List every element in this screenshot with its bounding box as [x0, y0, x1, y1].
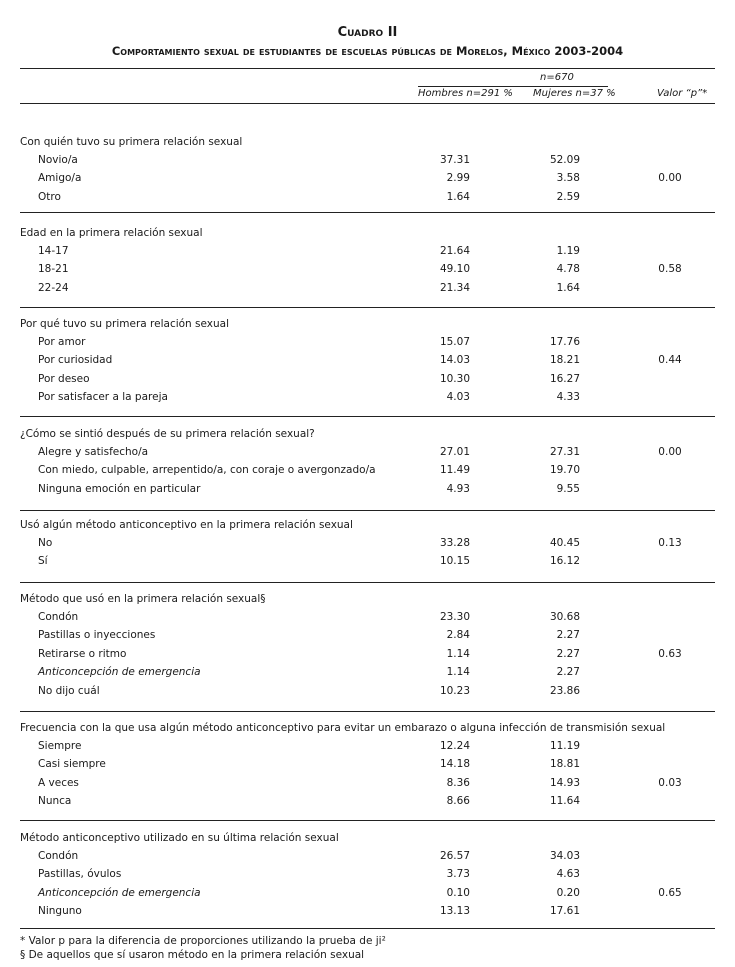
row-label: Anticoncepción de emergencia: [38, 886, 201, 899]
value-hombres: 21.34: [439, 281, 470, 294]
value-hombres: 27.01: [439, 446, 470, 458]
value-hombres: 2.84: [446, 629, 470, 642]
row-label: Sí: [38, 555, 48, 568]
value-mujeres: 16.12: [549, 555, 580, 568]
p-value: 0.58: [658, 263, 682, 276]
value-hombres: 1.64: [446, 190, 470, 203]
p-value: 0.65: [658, 886, 682, 899]
value-mujeres: 2.27: [556, 629, 580, 642]
value-hombres: 3.73: [446, 868, 470, 881]
value-mujeres: 2.27: [556, 647, 580, 660]
value-mujeres: 2.59: [556, 190, 580, 203]
table-title: Cuadro II: [337, 25, 398, 40]
value-hombres: 4.93: [446, 482, 470, 495]
header-n-total: n=670: [540, 72, 574, 83]
top-rule: [20, 68, 715, 69]
value-mujeres: 19.70: [549, 464, 580, 477]
row-label: No: [38, 537, 53, 549]
row-label: Anticoncepción de emergencia: [38, 666, 201, 679]
p-value: 0.00: [658, 446, 682, 458]
row-label: Otro: [38, 190, 61, 203]
value-mujeres: 14.93: [549, 776, 580, 789]
value-hombres: 15.07: [439, 336, 470, 348]
section-divider: [20, 582, 715, 583]
row-label: Casi siempre: [38, 758, 106, 771]
value-mujeres: 17.61: [549, 905, 580, 918]
section-title: Método anticonceptivo utilizado en su última relación sexual: [20, 832, 339, 844]
value-hombres: 8.36: [446, 776, 470, 789]
footnote-1: * Valor p para la diferencia de proporciones utilizando la prueba de ji²: [20, 935, 386, 947]
value-mujeres: 4.33: [556, 391, 580, 404]
row-label: A veces: [38, 776, 79, 789]
row-label: Condón: [38, 611, 79, 623]
row-label: 22-24: [38, 281, 69, 294]
row-label: Ninguna emoción en particular: [38, 482, 201, 495]
value-mujeres: 11.64: [549, 795, 580, 808]
value-hombres: 23.30: [439, 611, 470, 623]
value-mujeres: 3.58: [556, 172, 580, 185]
row-label: 18-21: [38, 263, 69, 276]
row-label: Por deseo: [38, 372, 90, 385]
row-label: 14-17: [38, 245, 69, 257]
value-mujeres: 0.20: [556, 886, 580, 899]
header-p-value: Valor “p”*: [657, 88, 708, 99]
section-title: Con quién tuvo su primera relación sexual: [20, 136, 243, 148]
row-label: Siempre: [38, 740, 82, 752]
row-label: Con miedo, culpable, arrepentido/a, con coraje o avergonzado/a: [38, 464, 376, 477]
value-hombres: 1.14: [446, 666, 470, 679]
section-divider: [20, 212, 715, 213]
value-hombres: 1.14: [446, 647, 470, 660]
section-title: Por qué tuvo su primera relación sexual: [20, 318, 230, 330]
value-hombres: 2.99: [446, 172, 470, 185]
header-bottom-rule: [20, 103, 715, 104]
header-span-rule: [418, 86, 608, 87]
row-label: Pastillas o inyecciones: [38, 629, 156, 642]
value-hombres: 33.28: [439, 537, 470, 549]
section-title: Usó algún método anticonceptivo en la primera relación sexual: [20, 519, 353, 531]
value-hombres: 10.30: [439, 372, 470, 385]
row-label: Nunca: [38, 795, 72, 808]
value-hombres: 4.03: [446, 391, 470, 404]
section-divider: [20, 711, 715, 712]
section-divider: [20, 307, 715, 308]
p-value: 0.00: [658, 172, 682, 185]
value-mujeres: 23.86: [549, 684, 580, 697]
row-label: Ninguno: [38, 905, 82, 918]
value-mujeres: 18.81: [549, 758, 580, 771]
row-label: Alegre y satisfecho/a: [38, 446, 149, 458]
row-label: Novio/a: [38, 154, 78, 166]
value-hombres: 49.10: [439, 263, 470, 276]
value-hombres: 21.64: [439, 245, 470, 257]
table-subtitle: Comportamiento sexual de estudiantes de escuelas públicas de Morelos, México 2003-2004: [111, 44, 624, 58]
value-mujeres: 40.45: [549, 537, 580, 549]
row-label: Amigo/a: [38, 172, 82, 185]
value-hombres: 8.66: [446, 795, 470, 808]
value-mujeres: 11.19: [549, 740, 580, 752]
value-mujeres: 27.31: [549, 446, 580, 458]
value-hombres: 12.24: [439, 740, 470, 752]
row-label: Por curiosidad: [38, 354, 113, 367]
value-mujeres: 30.68: [549, 611, 580, 623]
value-hombres: 14.18: [439, 758, 470, 771]
value-mujeres: 16.27: [549, 372, 580, 385]
value-mujeres: 9.55: [556, 482, 580, 495]
section-divider: [20, 820, 715, 821]
value-mujeres: 4.63: [556, 868, 580, 881]
p-value: 0.03: [658, 776, 682, 789]
value-hombres: 37.31: [439, 154, 470, 166]
row-label: Retirarse o ritmo: [38, 647, 127, 660]
value-hombres: 11.49: [439, 464, 470, 477]
row-label: Por amor: [38, 336, 86, 348]
value-hombres: 10.15: [439, 555, 470, 568]
value-hombres: 26.57: [439, 850, 470, 862]
footnote-2: § De aquellos que sí usaron método en la primera relación sexual: [20, 949, 365, 961]
row-label: Pastillas, óvulos: [38, 868, 122, 881]
row-label: Condón: [38, 850, 79, 862]
value-hombres: 0.10: [446, 886, 470, 899]
value-hombres: 14.03: [439, 354, 470, 367]
header-mujeres: Mujeres n=37 %: [533, 88, 616, 99]
bottom-rule: [20, 928, 715, 929]
value-hombres: 10.23: [439, 684, 470, 697]
p-value: 0.13: [658, 537, 682, 549]
value-mujeres: 17.76: [549, 336, 580, 348]
section-title: Frecuencia con la que usa algún método anticonceptivo para evitar un embarazo o alguna infección de transmisión sexual: [20, 722, 666, 734]
value-mujeres: 1.64: [556, 281, 580, 294]
value-mujeres: 52.09: [549, 154, 580, 166]
value-mujeres: 18.21: [549, 354, 580, 367]
row-label: Por satisfacer a la pareja: [38, 391, 168, 404]
header-hombres: Hombres n=291 %: [418, 88, 513, 99]
value-mujeres: 2.27: [556, 666, 580, 679]
section-title: Edad en la primera relación sexual: [20, 227, 203, 239]
value-mujeres: 4.78: [556, 263, 580, 276]
p-value: 0.44: [658, 354, 682, 367]
section-divider: [20, 510, 715, 511]
p-value: 0.63: [658, 647, 682, 660]
value-hombres: 13.13: [439, 905, 470, 918]
section-title: ¿Cómo se sintió después de su primera relación sexual?: [20, 428, 315, 440]
section-title: Método que usó en la primera relación sexual§: [20, 593, 266, 605]
value-mujeres: 34.03: [549, 850, 580, 862]
section-divider: [20, 416, 715, 417]
row-label: No dijo cuál: [38, 684, 100, 697]
value-mujeres: 1.19: [556, 245, 580, 257]
